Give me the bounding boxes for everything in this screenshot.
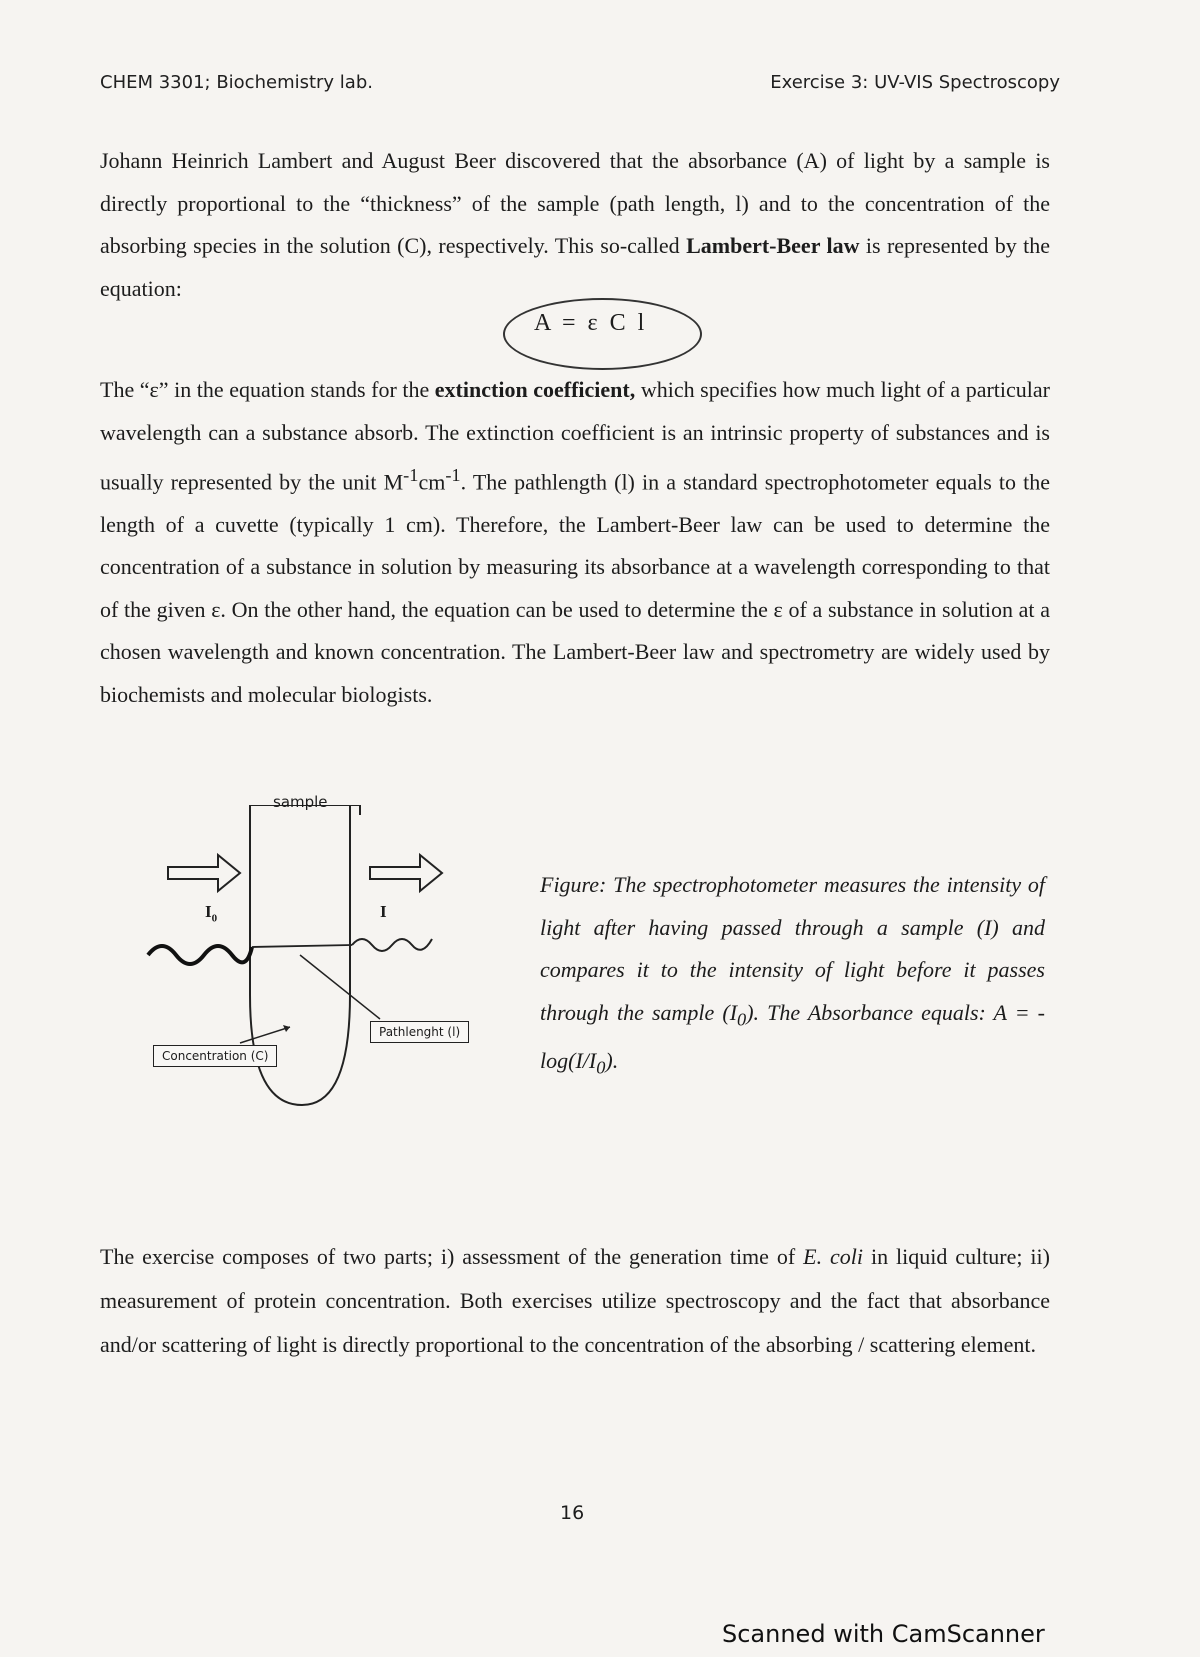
lambert-beer-term: Lambert-Beer law	[686, 233, 860, 258]
intro-paragraph: Johann Heinrich Lambert and August Beer discovered that the absorbance (A) of light by a sample is directly proportional to the “thickness” of the sample (path length, l) and to the concentration of the absorbing species in the solution (C), respectively. This so-called Lambert-Beer law is represented by the equation:	[100, 148, 1050, 301]
transmitted-light-arrow	[370, 855, 442, 891]
exercise-overview-paragraph: The exercise composes of two parts; i) assessment of the generation time of E. coli in liquid culture; ii) measurement of protein concentration. Both exercises utilize spectroscopy and the fact that absorbance and/or scattering of light is directly proportional to the concentration of the absorbing / scattering element.	[100, 1244, 1050, 1357]
concentration-label: Concentration (C)	[153, 1045, 277, 1067]
page-number: 16	[560, 1502, 585, 1524]
ecoli-term: E. coli	[803, 1244, 864, 1269]
light-path-line	[252, 945, 352, 947]
extinction-coefficient-term: extinction coefficient,	[434, 377, 636, 402]
spectrophotometer-diagram	[140, 793, 480, 1140]
incident-light-arrow	[168, 855, 240, 891]
transmitted-wave	[352, 939, 432, 951]
i-label: I	[380, 902, 387, 921]
page-header	[100, 72, 1060, 93]
incident-wave	[148, 946, 252, 964]
pathlength-pointer	[300, 955, 380, 1019]
figure-caption: Figure: The spectrophotometer measures the intensity of light after having passed through a sample (I) and compares it to the intensity of light before it passes through the sample $(I_0)$. The Absorbance equals: $A = -\log(I/I_0)$.	[540, 872, 1045, 1078]
beer-lambert-equation: A = ε C l	[534, 310, 648, 336]
sample-label: sample	[273, 793, 328, 811]
camscanner-watermark: Scanned with CamScanner	[722, 1620, 1045, 1648]
i0-label: $I_0$	[205, 902, 218, 925]
course-title: CHEM 3301; Biochemistry lab.	[100, 72, 373, 93]
pathlength-label: Pathlenght (l)	[370, 1021, 469, 1043]
exercise-title: Exercise 3: UV-VIS Spectroscopy	[770, 72, 1060, 93]
cuvette-illustration	[140, 805, 480, 1135]
concentration-pointer	[240, 1027, 290, 1043]
extinction-paragraph: The “ε” in the equation stands for the extinction coefficient, which specifies how much light of a particular wavelength can a substance absorb. The extinction coefficient is an intrinsic property of substances and is usually represented by the unit $M^{-1}cm^{-1}$. The pathlength (l) in a standard spectrophotometer equals to the length of a cuvette (typically 1 cm). Therefore, the Lambert-Beer law can be used to determine the concentration of a substance in solution by measuring its absorbance at a wavelength corresponding to that of the given ε. On the other hand, the equation can be used to determine the ε of a substance in solution at a chosen wavelength and known concentration. The Lambert-Beer law and spectrometry are widely used by biochemists and molecular biologists.	[100, 377, 1051, 707]
